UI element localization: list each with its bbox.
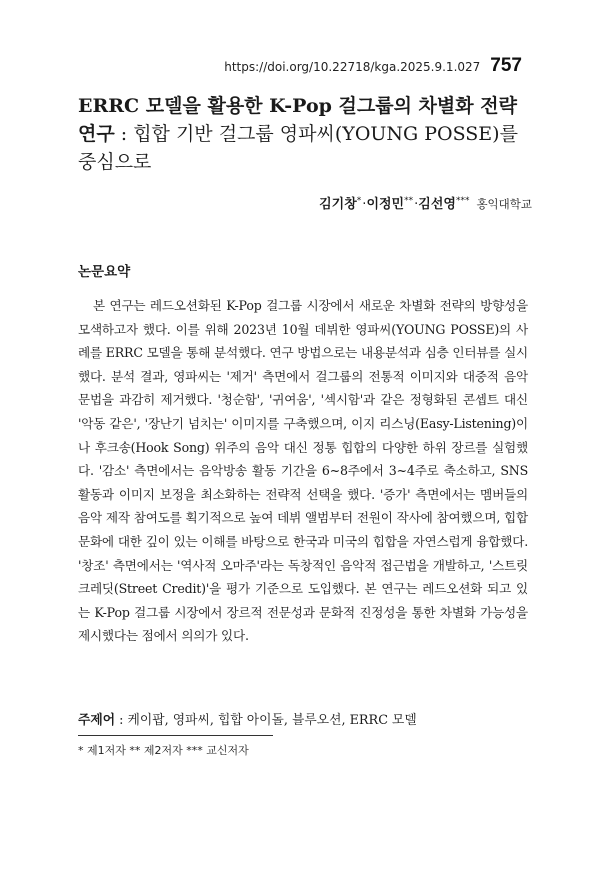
abstract-heading: 논문요약 bbox=[78, 264, 131, 280]
keywords-label: 주제어 bbox=[78, 713, 116, 728]
author-3: 김선영 bbox=[418, 197, 456, 212]
author-1: 김기창 bbox=[319, 197, 357, 212]
page-number: 757 bbox=[490, 55, 522, 76]
author-sep-1: · bbox=[362, 197, 367, 212]
keywords-line bbox=[78, 709, 417, 728]
title-subtitle: 힙합 기반 걸그룹 영파씨(YOUNG POSSE)를 중심으로 bbox=[78, 123, 518, 173]
footnote-rule bbox=[78, 735, 273, 736]
abstract-body: 본 연구는 레드오션화된 K-Pop 걸그룹 시장에서 새로운 차별화 전략의 방향성을 모색하고자 했다. 이를 위해 2023년 10월 데뷔한 영파씨(YOUNG POSSE)의 사례를 ERRC 모델을 통해 분석했다. 연구 방법으로는 내용분석과 심층 인터뷰를 실시했다. 분석 결과, 영파씨는 '제거' 측면에서 걸그룹의 전통적 이미지와 대중적 음악 문법을 과감히 제거했다. '청순함', '귀여움', '섹시함'과 같은 정형화된 콘셉트 대신 '악동 같은', '장난기 넘치는' 이미지를 구축했으며, 이지 리스닝(Easy-Listening)이나 후크송(Hook Song) 위주의 음악 대신 정통 힙합의 다양한 하위 장르를 실험했다. '감소' 측면에서는 음악방송 활동 기간을 6~8주에서 3~4주로 축소하고, SNS 활동과 이미지 보정을 최소화하는 전략적 선택을 했다. '증가' 측면에서는 멤버들의 음악 제작 참여도를 획기적으로 높여 데뷔 앨범부터 전원이 작사에 참여했으며, 힙합 문화에 대한 깊이 있는 이해를 바탕으로 한국과 미국의 힙합을 자연스럽게 융합했다. '창조' 측면에서는 '역사적 오마주'라는 독창적인 음악적 접근법을 개발하고, '스트릿 크레딧(Street Credit)'을 평가 기준으로 도입했다. 본 연구는 레드오션화 되고 있는 K-Pop 걸그룹 시장에서 장르적 전문성과 문화적 진정성을 통한 차별화 가능성을 제시했다는 점에서 의의가 있다. bbox=[78, 298, 528, 644]
author-3-mark: *** bbox=[455, 195, 470, 206]
author-sep-2: · bbox=[414, 197, 419, 212]
author-line bbox=[319, 193, 532, 212]
doi-link[interactable]: https://doi.org/10.22718/kga.2025.9.1.027 bbox=[224, 60, 481, 74]
author-2-mark: ** bbox=[404, 195, 414, 206]
title-separator: : bbox=[114, 123, 134, 145]
keywords-separator: : bbox=[115, 713, 128, 728]
keywords-values: 케이팝, 영파씨, 힙합 아이돌, 블루오션, ERRC 모델 bbox=[127, 713, 417, 728]
page-header bbox=[224, 55, 522, 77]
affiliation: 홍익대학교 bbox=[476, 197, 532, 211]
paper-title bbox=[78, 92, 538, 176]
footnote: * 제1저자 ** 제2저자 *** 교신저자 bbox=[78, 744, 249, 757]
author-1-mark: * bbox=[356, 195, 362, 206]
title-main: ERRC 모델을 활용한 K-Pop 걸그룹의 차별화 전략 연구 bbox=[78, 95, 517, 145]
author-2: 이정민 bbox=[366, 197, 405, 212]
